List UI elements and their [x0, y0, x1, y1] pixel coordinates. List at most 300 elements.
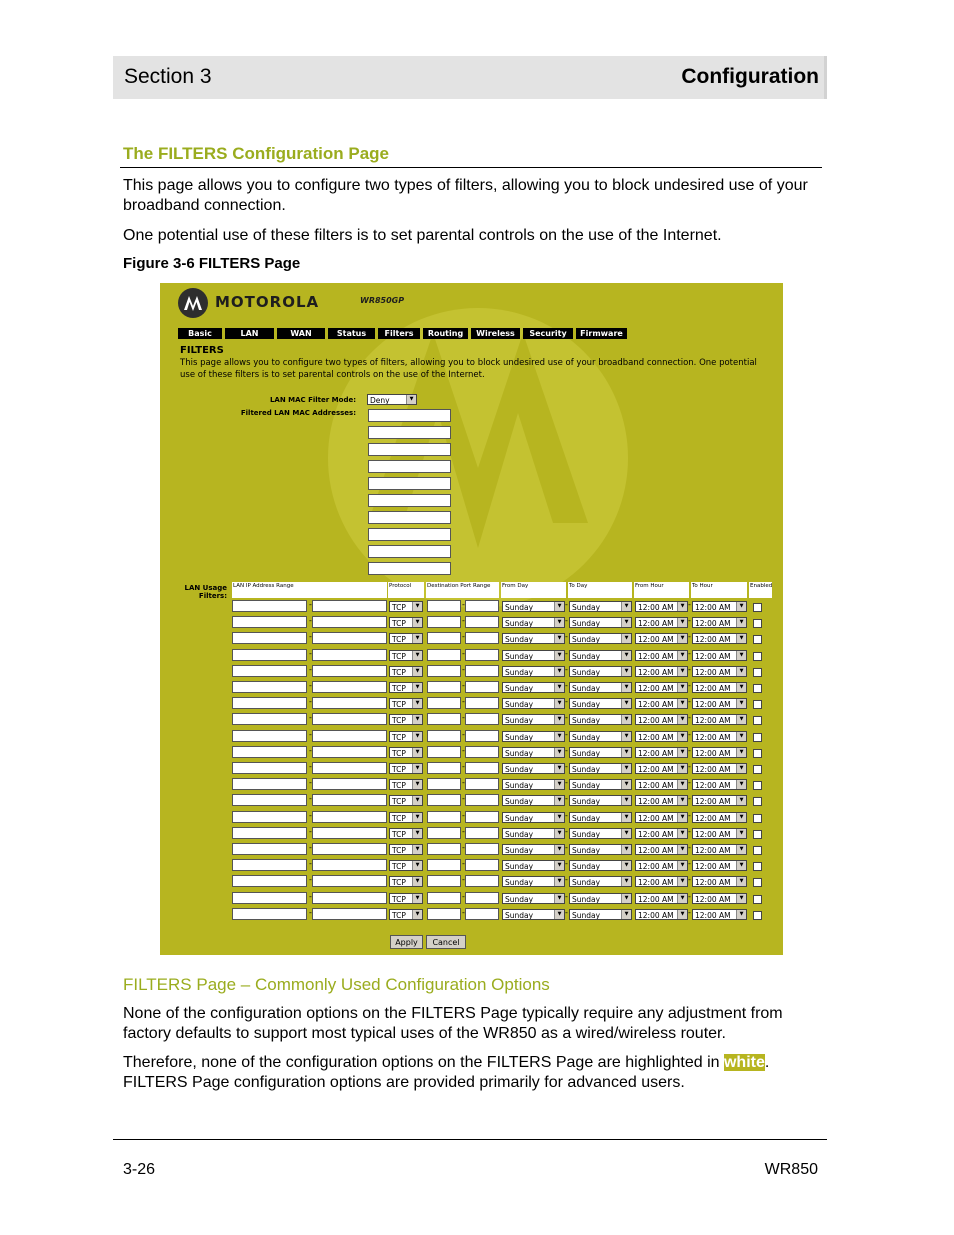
product-name: WR850: [764, 1161, 818, 1178]
chevron-down-icon: ▼: [621, 715, 631, 724]
to-day-select[interactable]: Sunday ▼: [569, 909, 632, 920]
ip-end-field[interactable]: [312, 616, 387, 628]
chevron-down-icon: ▼: [412, 618, 422, 627]
port-end-field[interactable]: [465, 632, 499, 644]
from-day-select[interactable]: Sunday ▼: [502, 893, 565, 904]
protocol-select[interactable]: TCP ▼: [389, 714, 423, 725]
to-hour-select[interactable]: 12:00 AM ▼: [692, 633, 747, 644]
tab-wireless[interactable]: Wireless: [471, 328, 520, 339]
range-separator: -: [565, 616, 568, 626]
port-start-field[interactable]: [427, 892, 461, 904]
mac-address-field[interactable]: [368, 477, 451, 490]
port-start-field[interactable]: [427, 632, 461, 644]
ip-start-field[interactable]: [232, 600, 307, 612]
chevron-down-icon: ▼: [677, 618, 687, 627]
port-start-field[interactable]: [427, 827, 461, 839]
ip-end-field[interactable]: [312, 843, 387, 855]
ip-start-field[interactable]: [232, 843, 307, 855]
chevron-down-icon: ▼: [554, 861, 564, 870]
protocol-select[interactable]: TCP ▼: [389, 844, 423, 855]
range-separator: -: [565, 843, 568, 852]
range-separator: -: [688, 891, 691, 901]
range-separator: -: [565, 794, 568, 804]
options-heading: FILTERS Page – Commonly Used Configuration Options: [123, 975, 550, 994]
chevron-down-icon: ▼: [412, 910, 422, 919]
chevron-down-icon: ▼: [554, 732, 564, 741]
ip-start-field[interactable]: [232, 649, 307, 661]
port-end-field[interactable]: [465, 859, 499, 871]
enabled-checkbox[interactable]: [753, 911, 762, 920]
port-start-field[interactable]: [427, 794, 461, 806]
from-hour-select[interactable]: 12:00 AM ▼: [635, 893, 688, 904]
port-start-field[interactable]: [427, 908, 461, 920]
from-day-select[interactable]: Sunday ▼: [502, 747, 565, 758]
port-start-field[interactable]: [427, 875, 461, 887]
enabled-checkbox[interactable]: [753, 878, 762, 887]
port-end-field[interactable]: [465, 649, 499, 661]
to-day-select[interactable]: Sunday ▼: [569, 682, 632, 693]
ip-end-field[interactable]: [312, 632, 387, 644]
from-hour-select[interactable]: 12:00 AM ▼: [635, 633, 688, 644]
range-separator: -: [688, 843, 691, 852]
chevron-down-icon: ▼: [412, 602, 422, 611]
enabled-checkbox[interactable]: [753, 603, 762, 612]
protocol-select[interactable]: TCP ▼: [389, 601, 423, 612]
enabled-checkbox[interactable]: [753, 895, 762, 904]
motorola-logo-icon: [178, 288, 208, 318]
range-separator: -: [309, 794, 312, 804]
ip-start-field[interactable]: [232, 616, 307, 628]
from-hour-select[interactable]: 12:00 AM ▼: [635, 763, 688, 774]
protocol-select[interactable]: TCP ▼: [389, 763, 423, 774]
from-hour-select[interactable]: 12:00 AM ▼: [635, 714, 688, 725]
to-day-select[interactable]: Sunday ▼: [569, 601, 632, 612]
port-start-field[interactable]: [427, 600, 461, 612]
mac-address-field[interactable]: [368, 460, 451, 473]
ip-start-field[interactable]: [232, 859, 307, 871]
protocol-select[interactable]: TCP ▼: [389, 747, 423, 758]
cancel-button[interactable]: Cancel: [426, 935, 466, 949]
to-day-select[interactable]: Sunday ▼: [569, 844, 632, 855]
from-hour-select[interactable]: 12:00 AM ▼: [635, 909, 688, 920]
tab-firmware[interactable]: Firmware: [576, 328, 627, 339]
from-day-select[interactable]: Sunday ▼: [502, 844, 565, 855]
ip-end-field[interactable]: [312, 794, 387, 806]
protocol-select[interactable]: TCP ▼: [389, 860, 423, 871]
to-day-select[interactable]: Sunday ▼: [569, 795, 632, 806]
ip-start-field[interactable]: [232, 908, 307, 920]
to-day-select[interactable]: Sunday ▼: [569, 860, 632, 871]
port-end-field[interactable]: [465, 811, 499, 823]
protocol-select[interactable]: TCP ▼: [389, 812, 423, 823]
ip-start-field[interactable]: [232, 730, 307, 742]
port-end-field[interactable]: [465, 827, 499, 839]
chevron-down-icon: ▼: [677, 877, 687, 886]
chevron-down-icon: ▼: [554, 764, 564, 773]
protocol-select[interactable]: TCP ▼: [389, 893, 423, 904]
apply-button[interactable]: Apply: [390, 935, 423, 949]
ip-end-field[interactable]: [312, 697, 387, 709]
port-start-field[interactable]: [427, 616, 461, 628]
range-separator: -: [462, 745, 465, 755]
to-day-select[interactable]: Sunday ▼: [569, 666, 632, 677]
to-hour-select[interactable]: 12:00 AM ▼: [692, 909, 747, 920]
mac-address-field[interactable]: [368, 511, 451, 524]
to-hour-select[interactable]: 12:00 AM ▼: [692, 747, 747, 758]
from-hour-select[interactable]: 12:00 AM ▼: [635, 601, 688, 612]
chevron-down-icon: ▼: [412, 845, 422, 854]
options-paragraph-2: Therefore, none of the configuration options on the FILTERS Page are highlighted in white. FILTERS Page configuration options are provided primarily for advanced users.: [123, 1054, 770, 1091]
tab-filters[interactable]: Filters: [378, 328, 420, 339]
enabled-checkbox[interactable]: [753, 684, 762, 693]
range-separator: -: [565, 891, 568, 901]
protocol-select[interactable]: TCP ▼: [389, 909, 423, 920]
range-separator: -: [462, 859, 465, 869]
protocol-select[interactable]: TCP ▼: [389, 666, 423, 677]
chevron-down-icon: ▼: [677, 732, 687, 741]
chevron-down-icon: ▼: [677, 651, 687, 660]
range-separator: -: [688, 697, 691, 707]
ip-end-field[interactable]: [312, 762, 387, 774]
enabled-checkbox[interactable]: [753, 830, 762, 839]
port-start-field[interactable]: [427, 746, 461, 758]
to-day-select[interactable]: Sunday ▼: [569, 893, 632, 904]
col-enabled: Enabled: [749, 582, 772, 598]
chevron-down-icon: ▼: [412, 667, 422, 676]
ip-end-field[interactable]: [312, 681, 387, 693]
protocol-select[interactable]: TCP ▼: [389, 876, 423, 887]
from-hour-select[interactable]: 12:00 AM ▼: [635, 666, 688, 677]
port-end-field[interactable]: [465, 616, 499, 628]
protocol-select[interactable]: TCP ▼: [389, 617, 423, 628]
protocol-select[interactable]: TCP ▼: [389, 779, 423, 790]
to-hour-select[interactable]: 12:00 AM ▼: [692, 682, 747, 693]
port-end-field[interactable]: [465, 908, 499, 920]
chevron-down-icon: ▼: [736, 715, 746, 724]
port-start-field[interactable]: [427, 859, 461, 871]
enabled-checkbox[interactable]: [753, 797, 762, 806]
protocol-select[interactable]: TCP ▼: [389, 828, 423, 839]
protocol-select[interactable]: TCP ▼: [389, 650, 423, 661]
chevron-down-icon: ▼: [554, 715, 564, 724]
protocol-select[interactable]: TCP ▼: [389, 633, 423, 644]
chevron-down-icon: ▼: [677, 602, 687, 611]
port-start-field[interactable]: [427, 843, 461, 855]
port-start-field[interactable]: [427, 649, 461, 661]
range-separator: -: [565, 681, 568, 690]
footer-divider: [113, 1139, 827, 1140]
chevron-down-icon: ▼: [554, 877, 564, 886]
chevron-down-icon: ▼: [554, 667, 564, 676]
ip-start-field[interactable]: [232, 762, 307, 774]
ip-start-field[interactable]: [232, 875, 307, 887]
chevron-down-icon: ▼: [736, 618, 746, 627]
range-separator: -: [462, 600, 465, 609]
tab-status[interactable]: Status: [328, 328, 375, 339]
chevron-down-icon: ▼: [736, 845, 746, 854]
protocol-select[interactable]: TCP ▼: [389, 795, 423, 806]
to-day-select[interactable]: Sunday ▼: [569, 779, 632, 790]
to-hour-select[interactable]: 12:00 AM ▼: [692, 763, 747, 774]
port-end-field[interactable]: [465, 665, 499, 677]
to-hour-select[interactable]: 12:00 AM ▼: [692, 731, 747, 742]
to-day-select[interactable]: Sunday ▼: [569, 633, 632, 644]
tab-security[interactable]: Security: [523, 328, 573, 339]
port-end-field[interactable]: [465, 875, 499, 887]
to-hour-select[interactable]: 12:00 AM ▼: [692, 828, 747, 839]
enabled-checkbox[interactable]: [753, 846, 762, 855]
port-start-field[interactable]: [427, 730, 461, 742]
to-hour-select[interactable]: 12:00 AM ▼: [692, 893, 747, 904]
to-day-select[interactable]: Sunday ▼: [569, 714, 632, 725]
ip-start-field[interactable]: [232, 697, 307, 709]
range-separator: -: [462, 794, 465, 804]
chevron-down-icon: ▼: [621, 683, 631, 692]
from-hour-select[interactable]: 12:00 AM ▼: [635, 844, 688, 855]
mac-filter-mode-select[interactable]: Deny ▼: [367, 394, 417, 405]
chevron-down-icon: ▼: [554, 618, 564, 627]
to-hour-select[interactable]: 12:00 AM ▼: [692, 650, 747, 661]
from-day-select[interactable]: Sunday ▼: [502, 666, 565, 677]
to-hour-select[interactable]: 12:00 AM ▼: [692, 860, 747, 871]
from-hour-select[interactable]: 12:00 AM ▼: [635, 682, 688, 693]
mac-address-field[interactable]: [368, 528, 451, 541]
chevron-down-icon: ▼: [621, 748, 631, 757]
ip-start-field[interactable]: [232, 713, 307, 725]
from-day-select[interactable]: Sunday ▼: [502, 876, 565, 887]
range-separator: -: [688, 648, 691, 658]
ip-end-field[interactable]: [312, 811, 387, 823]
chevron-down-icon: ▼: [736, 651, 746, 660]
range-separator: -: [688, 778, 691, 788]
protocol-select[interactable]: TCP ▼: [389, 682, 423, 693]
range-separator: -: [462, 875, 465, 885]
from-day-select[interactable]: Sunday ▼: [502, 698, 565, 709]
port-end-field[interactable]: [465, 600, 499, 612]
to-day-select[interactable]: Sunday ▼: [569, 617, 632, 628]
to-hour-select[interactable]: 12:00 AM ▼: [692, 714, 747, 725]
port-end-field[interactable]: [465, 892, 499, 904]
to-hour-select[interactable]: 12:00 AM ▼: [692, 601, 747, 612]
from-hour-select[interactable]: 12:00 AM ▼: [635, 747, 688, 758]
section-label: Section 3: [124, 65, 212, 88]
port-end-field[interactable]: [465, 730, 499, 742]
ip-end-field[interactable]: [312, 778, 387, 790]
from-day-select[interactable]: Sunday ▼: [502, 763, 565, 774]
from-hour-select[interactable]: 12:00 AM ▼: [635, 795, 688, 806]
from-hour-select[interactable]: 12:00 AM ▼: [635, 779, 688, 790]
ip-end-field[interactable]: [312, 665, 387, 677]
from-day-select[interactable]: Sunday ▼: [502, 633, 565, 644]
to-day-select[interactable]: Sunday ▼: [569, 812, 632, 823]
enabled-checkbox[interactable]: [753, 733, 762, 742]
from-hour-select[interactable]: 12:00 AM ▼: [635, 812, 688, 823]
ip-end-field[interactable]: [312, 892, 387, 904]
port-start-field[interactable]: [427, 762, 461, 774]
chevron-down-icon: ▼: [736, 748, 746, 757]
from-day-select[interactable]: Sunday ▼: [502, 795, 565, 806]
to-day-select[interactable]: Sunday ▼: [569, 650, 632, 661]
chevron-down-icon: ▼: [677, 715, 687, 724]
ip-end-field[interactable]: [312, 649, 387, 661]
chevron-down-icon: ▼: [554, 829, 564, 838]
enabled-checkbox[interactable]: [753, 749, 762, 758]
mac-address-field[interactable]: [368, 562, 451, 575]
range-separator: -: [309, 729, 312, 739]
chevron-down-icon: ▼: [621, 829, 631, 838]
enabled-checkbox[interactable]: [753, 765, 762, 774]
ip-end-field[interactable]: [312, 713, 387, 725]
port-end-field[interactable]: [465, 843, 499, 855]
ip-end-field[interactable]: [312, 908, 387, 920]
port-start-field[interactable]: [427, 697, 461, 709]
port-end-field[interactable]: [465, 697, 499, 709]
from-day-select[interactable]: Sunday ▼: [502, 731, 565, 742]
to-hour-select[interactable]: 12:00 AM ▼: [692, 617, 747, 628]
to-day-select[interactable]: Sunday ▼: [569, 763, 632, 774]
to-hour-select[interactable]: 12:00 AM ▼: [692, 844, 747, 855]
ip-start-field[interactable]: [232, 746, 307, 758]
ip-start-field[interactable]: [232, 892, 307, 904]
from-hour-select[interactable]: 12:00 AM ▼: [635, 617, 688, 628]
from-day-select[interactable]: Sunday ▼: [502, 714, 565, 725]
enabled-checkbox[interactable]: [753, 716, 762, 725]
to-hour-select[interactable]: 12:00 AM ▼: [692, 666, 747, 677]
to-hour-select[interactable]: 12:00 AM ▼: [692, 812, 747, 823]
filters-description: This page allows you to configure two types of filters, allowing you to block undesired use of your broadband connection. One potential use of these filters is to set parental controls on the use of the Internet.: [180, 358, 757, 380]
ip-end-field[interactable]: [312, 730, 387, 742]
col-from-hour: From Hour: [634, 582, 689, 598]
to-day-select[interactable]: Sunday ▼: [569, 828, 632, 839]
to-day-select[interactable]: Sunday ▼: [569, 698, 632, 709]
port-end-field[interactable]: [465, 681, 499, 693]
to-hour-select[interactable]: 12:00 AM ▼: [692, 795, 747, 806]
chevron-down-icon: ▼: [736, 861, 746, 870]
to-day-select[interactable]: Sunday ▼: [569, 876, 632, 887]
from-day-select[interactable]: Sunday ▼: [502, 617, 565, 628]
tab-basic[interactable]: Basic: [178, 328, 222, 339]
ip-end-field[interactable]: [312, 746, 387, 758]
from-day-select[interactable]: Sunday ▼: [502, 682, 565, 693]
mac-address-field[interactable]: [368, 494, 451, 507]
ip-start-field[interactable]: [232, 665, 307, 677]
enabled-checkbox[interactable]: [753, 781, 762, 790]
filters-page-screenshot: [160, 283, 783, 955]
range-separator: -: [688, 794, 691, 804]
chevron-down-icon: ▼: [677, 764, 687, 773]
tab-wan[interactable]: WAN: [277, 328, 325, 339]
from-hour-select[interactable]: 12:00 AM ▼: [635, 860, 688, 871]
from-hour-select[interactable]: 12:00 AM ▼: [635, 698, 688, 709]
port-start-field[interactable]: [427, 713, 461, 725]
ip-end-field[interactable]: [312, 875, 387, 887]
from-day-select[interactable]: Sunday ▼: [502, 779, 565, 790]
chevron-down-icon: ▼: [677, 845, 687, 854]
ip-start-field[interactable]: [232, 827, 307, 839]
chevron-down-icon: ▼: [554, 796, 564, 805]
port-start-field[interactable]: [427, 681, 461, 693]
protocol-select[interactable]: TCP ▼: [389, 731, 423, 742]
range-separator: -: [565, 778, 568, 788]
port-start-field[interactable]: [427, 811, 461, 823]
range-separator: -: [309, 826, 312, 836]
enabled-checkbox[interactable]: [753, 862, 762, 871]
from-hour-select[interactable]: 12:00 AM ▼: [635, 876, 688, 887]
from-day-select[interactable]: Sunday ▼: [502, 828, 565, 839]
intro-paragraph-1: This page allows you to configure two types of filters, allowing you to block undesired use of your broadband connection.: [123, 177, 808, 214]
ip-start-field[interactable]: [232, 681, 307, 693]
range-separator: -: [309, 810, 312, 820]
to-hour-select[interactable]: 12:00 AM ▼: [692, 876, 747, 887]
ip-start-field[interactable]: [232, 778, 307, 790]
chapter-label: Configuration: [681, 65, 819, 88]
mac-address-field[interactable]: [368, 443, 451, 456]
from-day-select[interactable]: Sunday ▼: [502, 601, 565, 612]
mac-address-field[interactable]: [368, 545, 451, 558]
from-hour-select[interactable]: 12:00 AM ▼: [635, 731, 688, 742]
range-separator: -: [688, 713, 691, 723]
enabled-checkbox[interactable]: [753, 700, 762, 709]
port-start-field[interactable]: [427, 665, 461, 677]
mac-address-field[interactable]: [368, 426, 451, 439]
port-end-field[interactable]: [465, 794, 499, 806]
mac-address-field[interactable]: [368, 409, 451, 422]
protocol-select[interactable]: TCP ▼: [389, 698, 423, 709]
enabled-checkbox[interactable]: [753, 814, 762, 823]
from-day-select[interactable]: Sunday ▼: [502, 650, 565, 661]
range-separator: -: [688, 745, 691, 755]
ip-start-field[interactable]: [232, 811, 307, 823]
chevron-down-icon: ▼: [554, 602, 564, 611]
ip-start-field[interactable]: [232, 632, 307, 644]
range-separator: -: [688, 600, 691, 609]
to-day-select[interactable]: Sunday ▼: [569, 731, 632, 742]
mac-addresses-label: Filtered LAN MAC Addresses:: [240, 409, 356, 417]
to-hour-select[interactable]: 12:00 AM ▼: [692, 779, 747, 790]
port-end-field[interactable]: [465, 762, 499, 774]
chevron-down-icon: ▼: [412, 861, 422, 870]
col-protocol: Protocol: [388, 582, 424, 598]
ip-start-field[interactable]: [232, 794, 307, 806]
chevron-down-icon: ▼: [412, 732, 422, 741]
from-hour-select[interactable]: 12:00 AM ▼: [635, 828, 688, 839]
tab-lan[interactable]: LAN: [225, 328, 274, 339]
from-day-select[interactable]: Sunday ▼: [502, 812, 565, 823]
from-day-select[interactable]: Sunday ▼: [502, 860, 565, 871]
from-hour-select[interactable]: 12:00 AM ▼: [635, 650, 688, 661]
chevron-down-icon: ▼: [736, 894, 746, 903]
tab-routing[interactable]: Routing: [423, 328, 468, 339]
enabled-checkbox[interactable]: [753, 652, 762, 661]
port-end-field[interactable]: [465, 713, 499, 725]
enabled-checkbox[interactable]: [753, 635, 762, 644]
port-end-field[interactable]: [465, 746, 499, 758]
ip-end-field[interactable]: [312, 827, 387, 839]
range-separator: -: [688, 681, 691, 690]
chevron-down-icon: ▼: [412, 683, 422, 692]
enabled-checkbox[interactable]: [753, 619, 762, 628]
chevron-down-icon: ▼: [677, 683, 687, 692]
port-start-field[interactable]: [427, 778, 461, 790]
port-end-field[interactable]: [465, 778, 499, 790]
to-day-select[interactable]: Sunday ▼: [569, 747, 632, 758]
ip-end-field[interactable]: [312, 600, 387, 612]
to-hour-select[interactable]: 12:00 AM ▼: [692, 698, 747, 709]
ip-end-field[interactable]: [312, 859, 387, 871]
enabled-checkbox[interactable]: [753, 668, 762, 677]
from-day-select[interactable]: Sunday ▼: [502, 909, 565, 920]
chevron-down-icon: ▼: [677, 634, 687, 643]
